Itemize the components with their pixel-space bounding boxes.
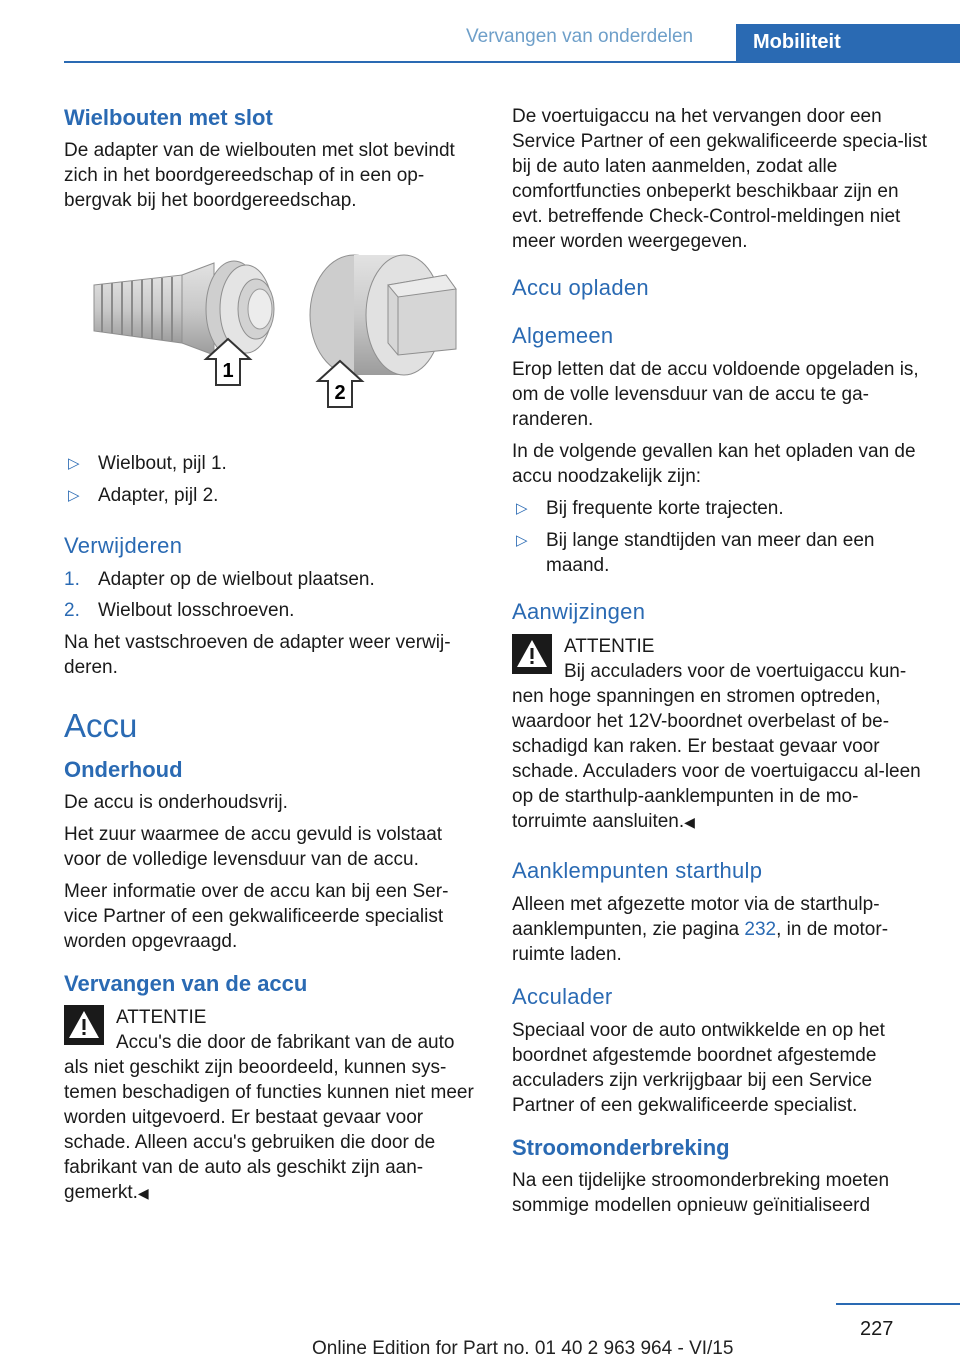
paragraph-intro: De voertuigaccu na het vervangen door een Service Partner of een gekwalificeerde specia-list bij de auto laten aanmelden, zodat alle comfortfuncties onbeperkt beschikbaar zijn en evt. betreffende Check-Control-meldingen niet meer worden weergegeven. bbox=[512, 106, 928, 252]
heading-charge-battery: Accu opladen bbox=[512, 275, 649, 300]
heading-replace-battery: Vervangen van de accu bbox=[64, 971, 308, 996]
warning-first-line: Bij acculaders voor de voertuigaccu kun- bbox=[564, 661, 907, 682]
heading-notes: Aanwijzingen bbox=[512, 599, 646, 624]
paragraph-general-2: In de volgende gevallen kan het opladen van de accu noodzakelijk zijn: bbox=[512, 441, 916, 487]
bullet-triangle-icon: ▷ bbox=[68, 487, 80, 504]
paragraph-general-1: Erop letten dat de accu voldoende opgeladen is, om de volle levensduur van de accu te ga-randeren. bbox=[512, 359, 919, 430]
figure-legend-list bbox=[64, 451, 476, 508]
list-item: ▷ Wielbout, pijl 1. bbox=[68, 453, 227, 474]
header-chapter-tab[interactable]: Mobiliteit bbox=[736, 24, 960, 62]
heading-general: Algemeen bbox=[512, 323, 614, 348]
bullet-triangle-icon: ▷ bbox=[68, 455, 80, 472]
heading-maintenance: Onderhoud bbox=[64, 757, 183, 782]
warning-body: als niet geschikt zijn beoordeeld, kunnen sys-temen beschadigen of functies kunnen niet meer worden uitgevoerd. Er bestaat gevaar voor schade. Alleen accu's gebruiken die door de fabrikant van de auto als geschikt zijn aan-gemerkt.◀ bbox=[64, 1057, 474, 1203]
header-section-title: Vervangen van onderdelen bbox=[466, 26, 694, 47]
heading-charger: Acculader bbox=[512, 984, 613, 1009]
page-number: 227 bbox=[860, 1318, 894, 1340]
warning-box-replace bbox=[64, 1005, 476, 1206]
figure-label-2: 2 bbox=[334, 382, 346, 404]
list-item: 2. Wielbout losschroeven. bbox=[64, 600, 295, 621]
list-item: ▷ Bij lange standtijden van meer dan een maand. bbox=[516, 530, 875, 576]
list-item: 1. Adapter op de wielbout plaatsen. bbox=[64, 569, 375, 590]
warning-title: ATTENTIE bbox=[116, 1007, 207, 1028]
paragraph-power-interruption: Na een tijdelijke stroomonderbreking moeten sommige modellen opnieuw geïnitialiseerd bbox=[512, 1170, 890, 1216]
heading-jump-start-points: Aanklempunten starthulp bbox=[512, 858, 763, 883]
heading-remove: Verwijderen bbox=[64, 533, 183, 558]
paragraph-maintenance-1: De accu is onderhoudsvrij. bbox=[64, 792, 288, 813]
paragraph-charger: Speciaal voor de auto ontwikkelde en op het boordnet afgestemde boordnet afgestemde acculaders zijn verkrijgbaar bij een Service Partner of een gekwalificeerde specialist. bbox=[512, 1020, 885, 1116]
bullet-triangle-icon: ▷ bbox=[516, 500, 528, 517]
chapter-title: Accu bbox=[64, 707, 138, 744]
warning-box-charger bbox=[512, 634, 932, 835]
end-mark-icon: ◀ bbox=[684, 814, 695, 830]
heading-lock-bolts: Wielbouten met slot bbox=[64, 105, 273, 130]
wheel-bolt-figure bbox=[64, 231, 476, 431]
paragraph-maintenance-2: Het zuur waarmee de accu gevuld is volstaat voor de volledige levensduur van de accu. bbox=[64, 824, 443, 870]
warning-first-line: Accu's die door de fabrikant van de auto bbox=[116, 1032, 455, 1053]
wheel-bolt-illustration bbox=[64, 231, 476, 431]
edition-footer: Online Edition for Part no. 01 40 2 963 964 - VI/15 bbox=[312, 1338, 734, 1359]
remove-steps-list bbox=[64, 567, 476, 623]
list-item: ▷ Bij frequente korte trajecten. bbox=[516, 498, 784, 519]
bullet-triangle-icon: ▷ bbox=[516, 532, 528, 549]
warning-triangle-icon bbox=[512, 634, 552, 674]
warning-triangle-icon bbox=[64, 1005, 104, 1045]
page-header bbox=[0, 0, 960, 62]
end-mark-icon: ◀ bbox=[137, 1185, 149, 1201]
paragraph-maintenance-3: Meer informatie over de accu kan bij een Ser-vice Partner of een gekwalificeerde specialist worden opgevraagd. bbox=[64, 881, 449, 952]
header-rule bbox=[64, 61, 960, 63]
warning-body: nen hoge spanningen en stromen optreden, waardoor het 12V-boordnet overbelast of be-schadigd kan raken. Er bestaat gevaar voor schade. Acculaders voor de voertuigaccu al-leen op de starthulp-aanklempunten in de mo-torruimte aansluiten.◀ bbox=[512, 686, 921, 832]
warning-title: ATTENTIE bbox=[564, 636, 655, 657]
paragraph-jump-start: Alleen met afgezette motor via de starthulp-aanklempunten, zie pagina 232, in de motor-ruimte laden. bbox=[512, 894, 889, 965]
charge-cases-list bbox=[512, 496, 932, 578]
paragraph-lock-bolts: De adapter van de wielbouten met slot bevindt zich in het boordgereedschap of in een op-bergvak bij het boordgereedschap. bbox=[64, 140, 455, 211]
heading-power-interruption: Stroomonderbreking bbox=[512, 1135, 730, 1160]
page-reference-link[interactable]: 232 bbox=[744, 919, 777, 940]
left-column bbox=[64, 104, 476, 1206]
paragraph-after-remove: Na het vastschroeven de adapter weer verwij-deren. bbox=[64, 632, 451, 678]
figure-label-1: 1 bbox=[222, 360, 234, 382]
list-item: ▷ Adapter, pijl 2. bbox=[68, 485, 219, 506]
footer-rule bbox=[836, 1303, 960, 1305]
right-column bbox=[512, 104, 932, 1225]
